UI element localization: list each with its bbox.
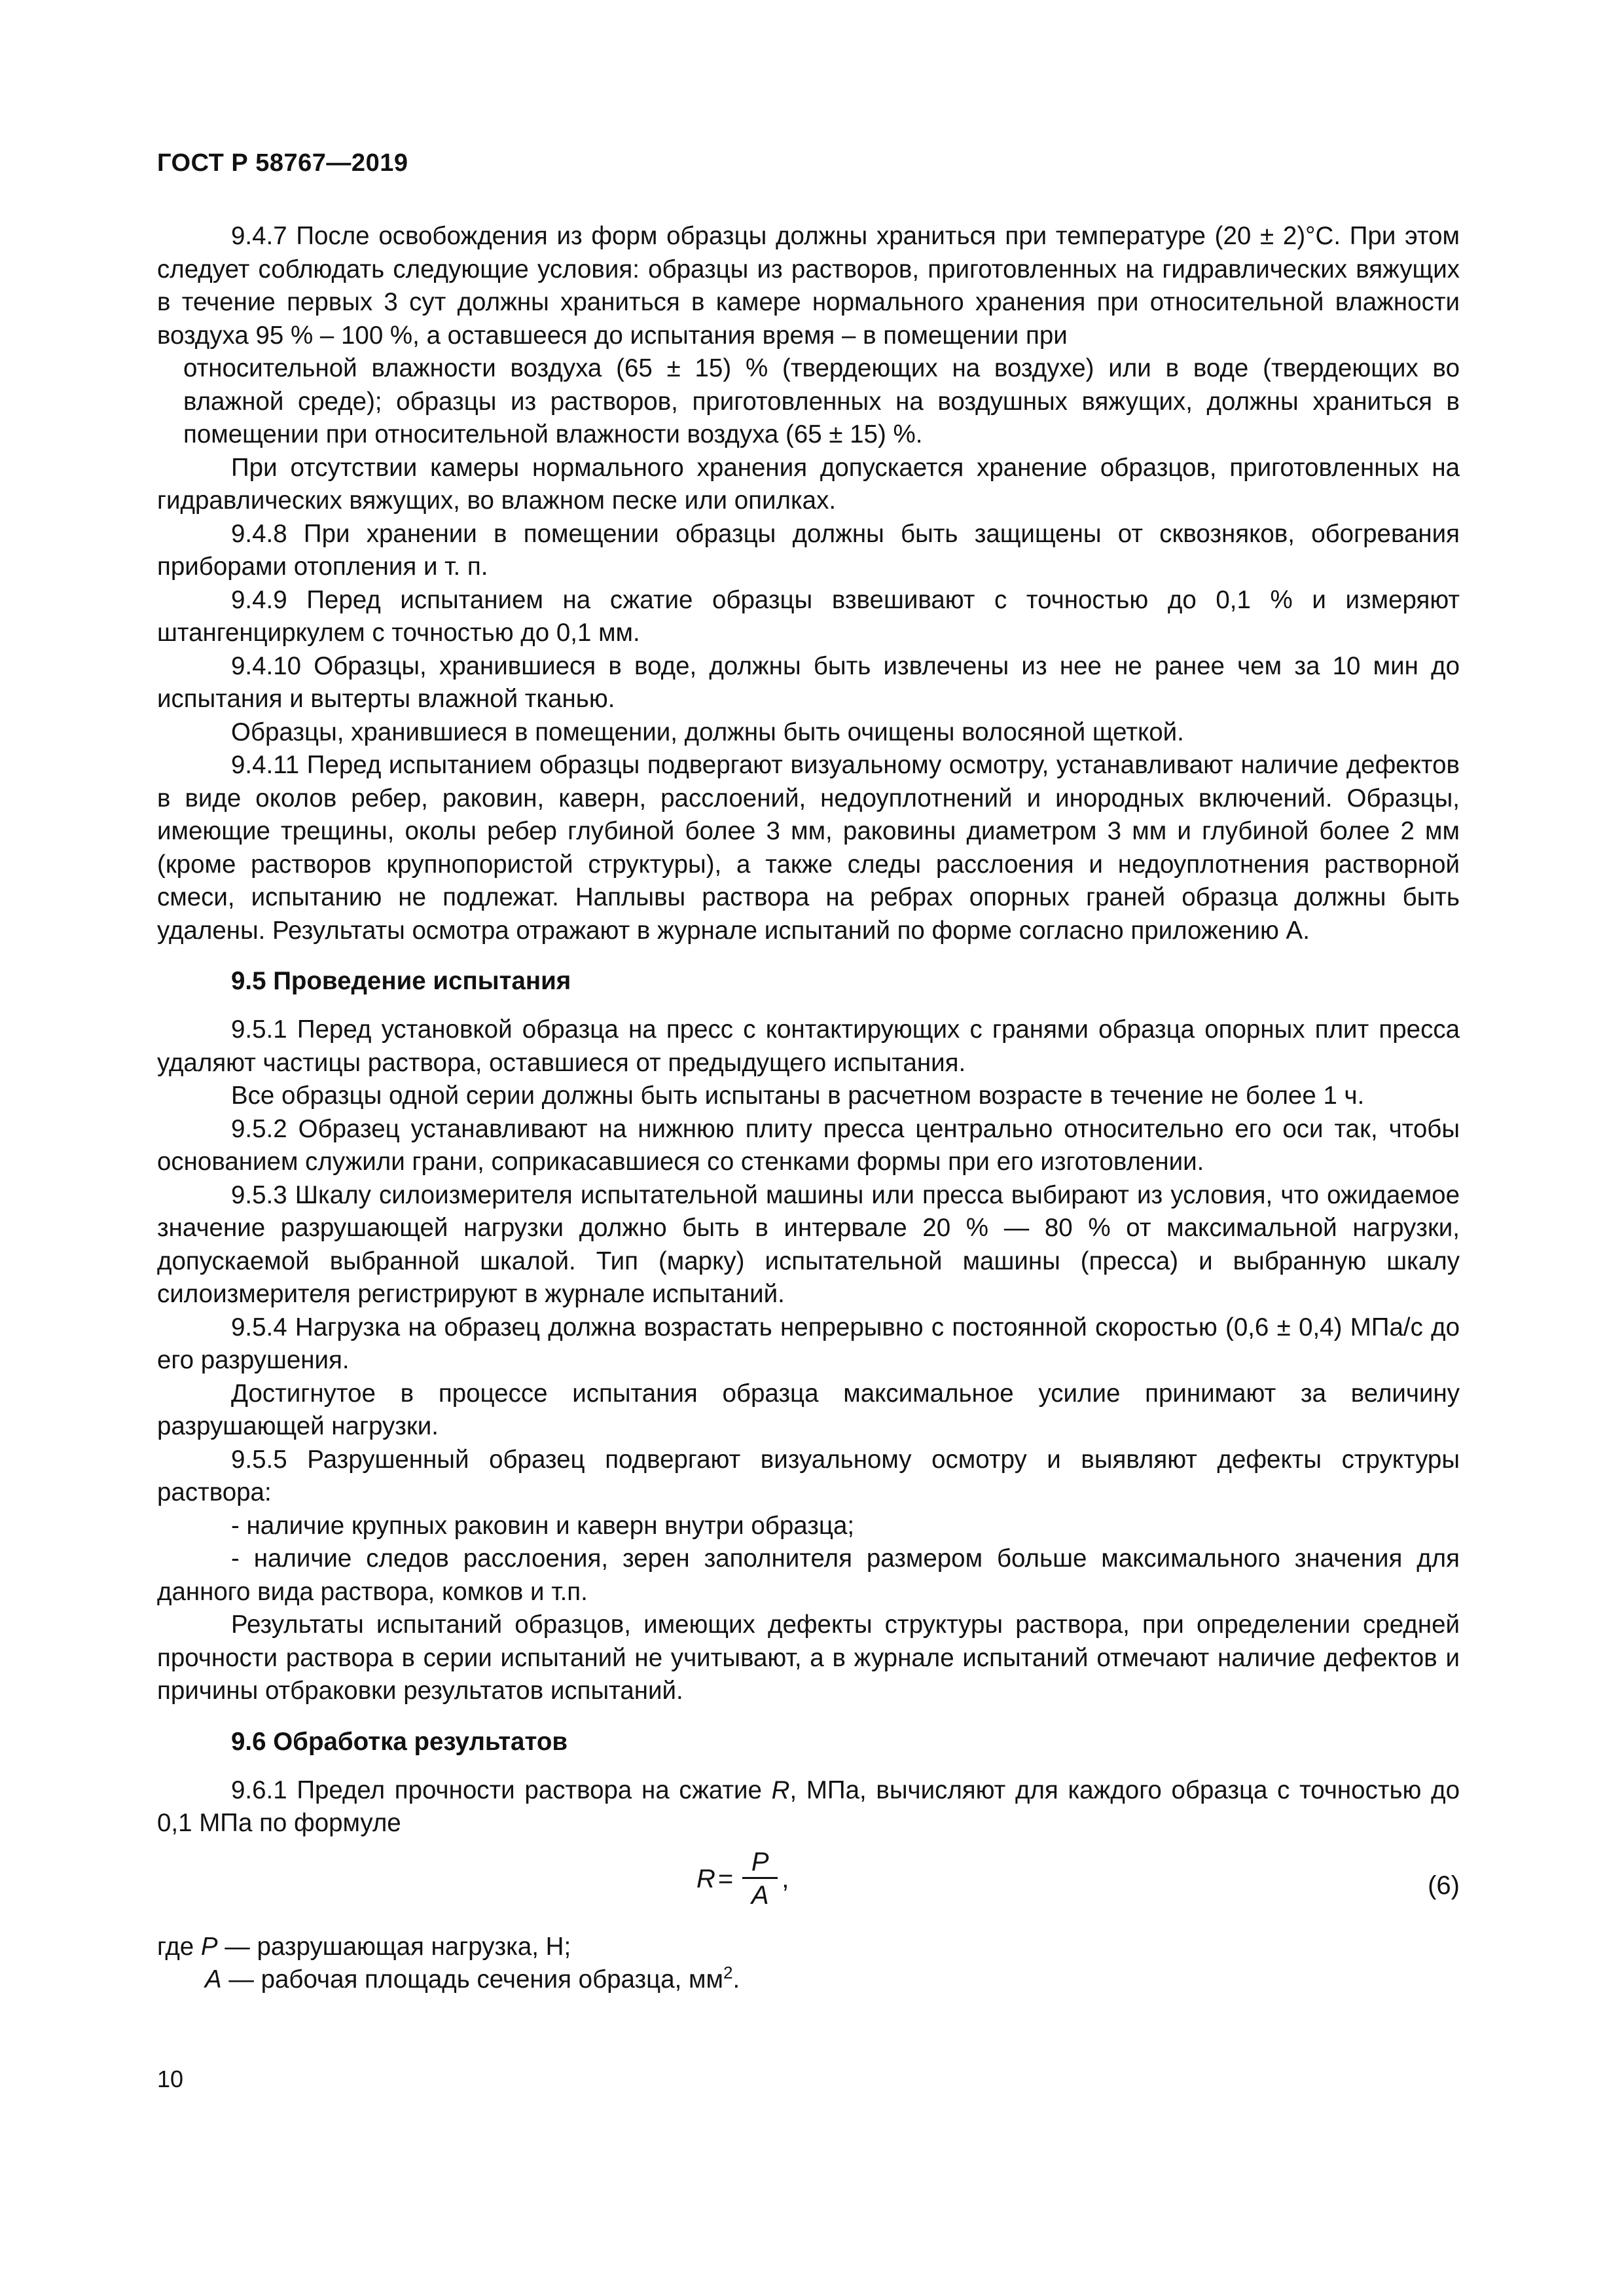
equation-number: (6) xyxy=(1428,1870,1460,1900)
paragraph-9-5-4: 9.5.4 Нагрузка на образец должна возрастать непрерывно с постоянной скоростью (0,6 ± 0,4) МПа/с до его разрушения. xyxy=(157,1313,1460,1374)
formula-numerator: P xyxy=(751,1847,769,1876)
paragraph-series: Все образцы одной серии должны быть испытаны в расчетном возрасте в течение не более 1 ч. xyxy=(231,1082,1365,1110)
formula-expression xyxy=(696,1847,789,1912)
paragraph-9-5-3: 9.5.3 Шкалу силоизмерителя испытательной машины или пресса выбирают из условия, что ожидаемое значение разрушающей нагрузки должно быть в интервале 20 % — 80 % от максимальной нагрузки, допускаемой выбранной шкалой. Тип (марку) испытательной машины (пресса) и выбранную шкалу силоизмерителя регистрируют в журнале испытаний. xyxy=(157,1180,1460,1308)
formula-denominator: A xyxy=(751,1880,769,1910)
list-item-cavities: - наличие крупных раковин и каверн внутри образца; xyxy=(231,1511,855,1540)
paragraph-9-4-9: 9.4.9 Перед испытанием на сжатие образцы взвешивают с точностью до 0,1 % и измеряют штангенциркулем с точностью до 0,1 мм. xyxy=(157,585,1460,647)
paragraph-storage-alt: При отсутствии камеры нормального хранения допускается хранение образцов, приготовленных на гидравлических вяжущих, во влажном песке или опилках. xyxy=(157,453,1460,515)
variable-r: R xyxy=(771,1776,790,1804)
document-body xyxy=(157,220,1460,1997)
section-heading-9-6: 9.6 Обработка результатов xyxy=(231,1727,568,1756)
formula-lhs: R xyxy=(696,1864,715,1893)
paragraph-9-4-10: 9.4.10 Образцы, хранившиеся в воде, должны быть извлечены из нее не ранее чем за 10 мин до испытания и вытерты влажной тканью. xyxy=(157,651,1460,713)
paragraph-max-force: Достигнутое в процессе испытания образца максимальное усилие принимают за величину разрушающей нагрузки. xyxy=(157,1379,1460,1440)
where-line-p: где P — разрушающая нагрузка, Н; xyxy=(157,1932,571,1961)
paragraph-9-6-1: 9.6.1 Предел прочности раствора на сжатие R, МПа, вычисляют для каждого образца с точностью до 0,1 МПа по формуле xyxy=(157,1776,1460,1837)
page-number: 10 xyxy=(157,2066,184,2092)
formula-comma: , xyxy=(782,1864,789,1893)
document-page xyxy=(157,0,1460,2296)
section-heading-9-5: 9.5 Проведение испытания xyxy=(231,967,571,995)
paragraph-defects-results: Результаты испытаний образцов, имеющих дефекты структуры раствора, при определении средней прочности раствора в серии испытаний не учитывают, а в журнале испытаний отмечают наличие дефектов и причины отбраковки результатов испытаний. xyxy=(157,1611,1460,1705)
paragraph-9-5-1: 9.5.1 Перед установкой образца на пресс с контактирующих с гранями образца опорных плит пресса удаляют частицы раствора, оставшиеся от предыдущего испытания. xyxy=(157,1015,1460,1077)
document-header: ГОСТ Р 58767—2019 xyxy=(157,149,408,177)
paragraph-9-4-11: 9.4.11 Перед испытанием образцы подвергают визуальному осмотру, устанавливают наличие дефектов в виде околов ребер, раковин, каверн, расслоений, недоуплотнений и инородных включений. Образцы, имеющие трещины, околы ребер глубиной более 3 мм, раковины диаметром 3 мм и глубиной более 2 мм (кроме растворов крупнопористой структуры), а также следы расслоения и недоуплотнения растворной смеси, испытанию не подлежат. Наплывы раствора на ребрах опорных граней образца должны быть удалены. Результаты осмотра отражают в журнале испытаний по форме согласно приложению А. xyxy=(157,751,1460,945)
paragraph-9-4-7-cont: относительной влажности воздуха (65 ± 15) % (твердеющих на воздухе) или в воде (твердеющих во влажной среде); образцы из растворов, приготовленных на воздушных вяжущих, должны храниться в помещении при относительной влажности воздуха (65 ± 15) %. xyxy=(183,354,1460,448)
list-item-delamination: - наличие следов расслоения, зерен заполнителя размером больше максимального значения для данного вида раствора, комков и т.п. xyxy=(157,1544,1460,1606)
paragraph-room-samples: Образцы, хранившиеся в помещении, должны быть очищены волосяной щеткой. xyxy=(231,718,1184,746)
formula-6 xyxy=(157,1843,1460,1929)
formula-equals: = xyxy=(717,1864,734,1893)
paragraph-9-4-7: 9.4.7 После освобождения из форм образцы должны храниться при температуре (20 ± 2)°С. При этом следует соблюдать следующие условия: образцы из растворов, приготовленных на гидравлических вяжущих в течение первых 3 сут должны храниться в камере нормального хранения при относительной влажности воздуха 95 % – 100 %, а оставшееся до испытания время – в помещении при xyxy=(157,222,1460,350)
formula-fraction xyxy=(742,1847,778,1912)
paragraph-9-5-5: 9.5.5 Разрушенный образец подвергают визуальному осмотру и выявляют дефекты структуры раствора: xyxy=(157,1445,1460,1506)
paragraph-9-4-8: 9.4.8 При хранении в помещении образцы должны быть защищены от сквозняков, обогревания приборами отопления и т. п. xyxy=(157,519,1460,581)
where-line-a: A — рабочая площадь сечения образца, $мм^2$. xyxy=(205,1963,740,1994)
paragraph-9-5-2: 9.5.2 Образец устанавливают на нижнюю плиту пресса центрально относительно его оси так, чтобы основанием служили грани, соприкасавшиеся со стенками формы при его изготовлении. xyxy=(157,1114,1460,1176)
